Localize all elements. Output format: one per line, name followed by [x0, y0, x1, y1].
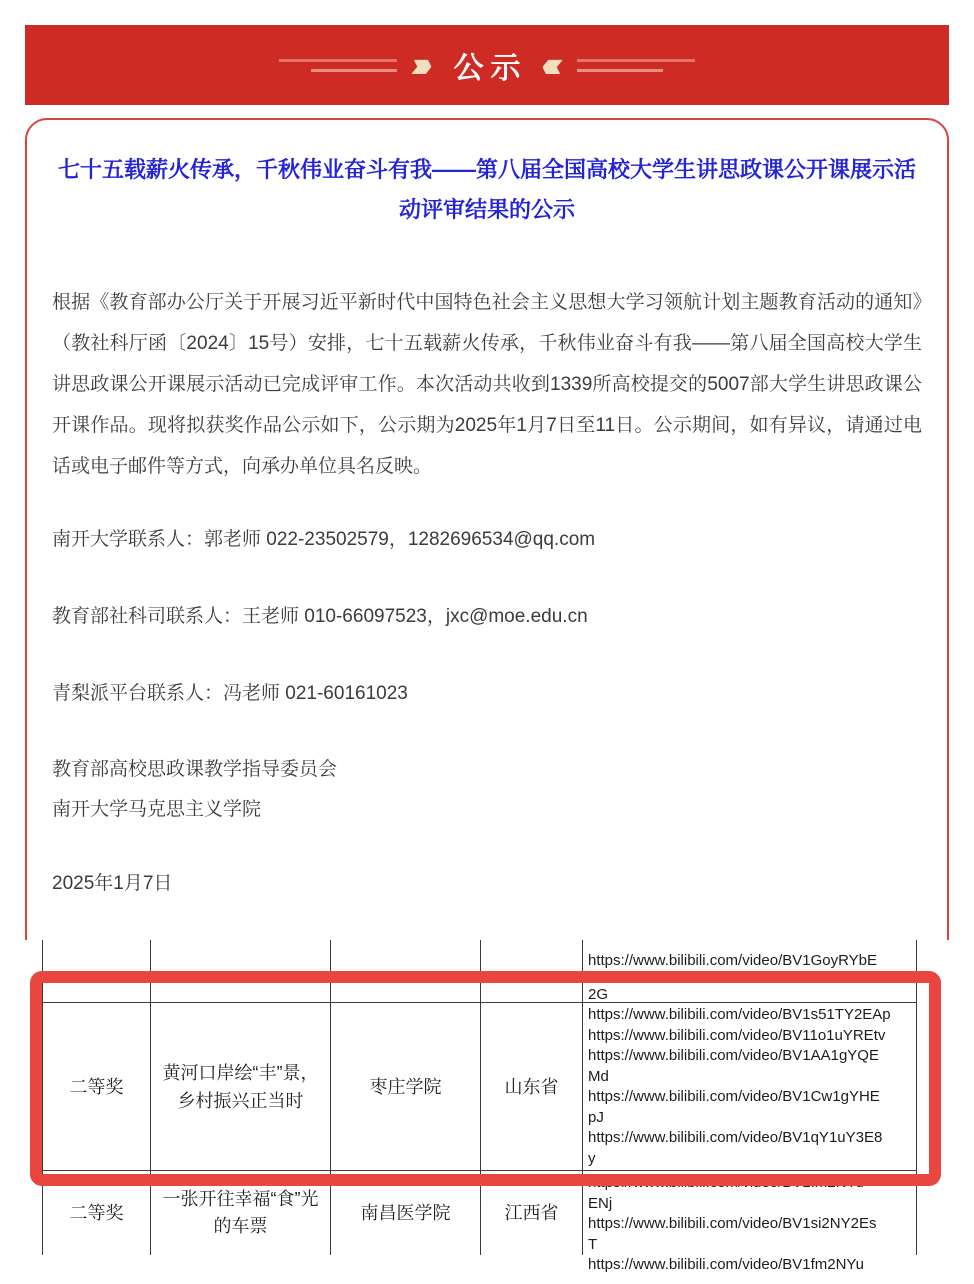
- announcement-card: [25, 118, 949, 998]
- contact-line-qingli: 青梨派平台联系人：冯老师 021-60161023: [52, 683, 408, 704]
- school-cell: 南昌医学院: [330, 1171, 480, 1255]
- signature-college: 南开大学马克思主义学院: [52, 799, 262, 820]
- province-cell: 江西省: [480, 1171, 582, 1255]
- banner-title: 公示: [453, 52, 528, 85]
- link-line[interactable]: https://www.bilibili.com/video/BV1fm2NYu: [588, 1174, 864, 1191]
- highlight-box: [30, 971, 941, 1186]
- province-cell: 山东省: [480, 1003, 582, 1170]
- link-line-wrap: 2G: [588, 986, 609, 1003]
- signature-block: [52, 750, 922, 830]
- contact-line-moe: 教育部社科司联系人：王老师 010-66097523，jxc@moe.edu.cn: [52, 606, 588, 627]
- link-line[interactable]: https://www.bilibili.com/video/BV1qY1uY3E8: [588, 1129, 883, 1146]
- document-date: 2025年1月7日: [52, 873, 173, 894]
- link-line-wrap: pJ: [588, 1108, 604, 1126]
- link-line[interactable]: https://www.bilibili.com/video/BV1fm2NYu: [588, 1256, 864, 1273]
- page-title: 七十五载薪火传承，千秋伟业奋斗有我——第八届全国高校大学生讲思政课公开课展示活动评审结果的公示: [57, 157, 916, 222]
- link-line[interactable]: https://www.bilibili.com/video/BV11o1uYREtv: [588, 1026, 886, 1044]
- link-line-wrap: T: [588, 1235, 598, 1253]
- link-line-wrap: Md: [588, 1067, 609, 1085]
- work-title-cell: 黄河口岸绘“丰”景，乡村振兴正当时: [150, 1003, 330, 1170]
- award-cell: 二等奖: [42, 1003, 150, 1170]
- school-cell: 枣庄学院: [330, 1003, 480, 1170]
- banner-line-decoration-left: [279, 59, 397, 72]
- document-body-paragraph: 根据《教育部办公厅关于开展习近平新时代中国特色社会主义思想大学习领航计划主题教育活动的通知》（教社科厅函〔2024〕15号）安排，七十五载薪火传承，千秋伟业奋斗有我——第八届全国高校大学生讲思政课公开课展示活动已完成评审工作。本次活动共收到1339所高校提交的5007部大学生讲思政课公开课作品。现将拟获奖作品公示如下，公示期为2025年1月7日至11日。公示期间，如有异议，请通过电话或电子邮件等方式，向承办单位具名反映。: [52, 292, 922, 477]
- right-chevrons-icon: ››››: [411, 45, 425, 85]
- banner-line-decoration-right: [577, 59, 695, 72]
- contact-line-nankai: 南开大学联系人：郭老师 022-23502579，1282696534@qq.com: [52, 529, 596, 550]
- link-line-wrap: y: [588, 1149, 596, 1167]
- left-chevrons-icon: ‹‹‹‹: [541, 45, 555, 85]
- work-title-cell: 一张开往幸福“食”光的车票: [150, 1171, 330, 1255]
- link-line[interactable]: https://www.bilibili.com/video/BV1Cw1gYHE: [588, 1088, 880, 1105]
- link-line[interactable]: https://www.bilibili.com/video/BV1s51TY2EAp: [588, 1006, 891, 1023]
- announcement-banner: [25, 25, 949, 105]
- link-line-wrap: ENj: [588, 1194, 613, 1212]
- link-line[interactable]: https://www.bilibili.com/video/BV1si2NY2Es: [588, 1215, 877, 1232]
- award-cell: 二等奖: [42, 1171, 150, 1255]
- signature-committee: 教育部高校思政课教学指导委员会: [52, 759, 338, 780]
- link-line[interactable]: https://www.bilibili.com/video/BV1GoyRYbE: [588, 952, 878, 969]
- link-line[interactable]: https://www.bilibili.com/video/BV1AA1gYQE: [588, 1047, 879, 1064]
